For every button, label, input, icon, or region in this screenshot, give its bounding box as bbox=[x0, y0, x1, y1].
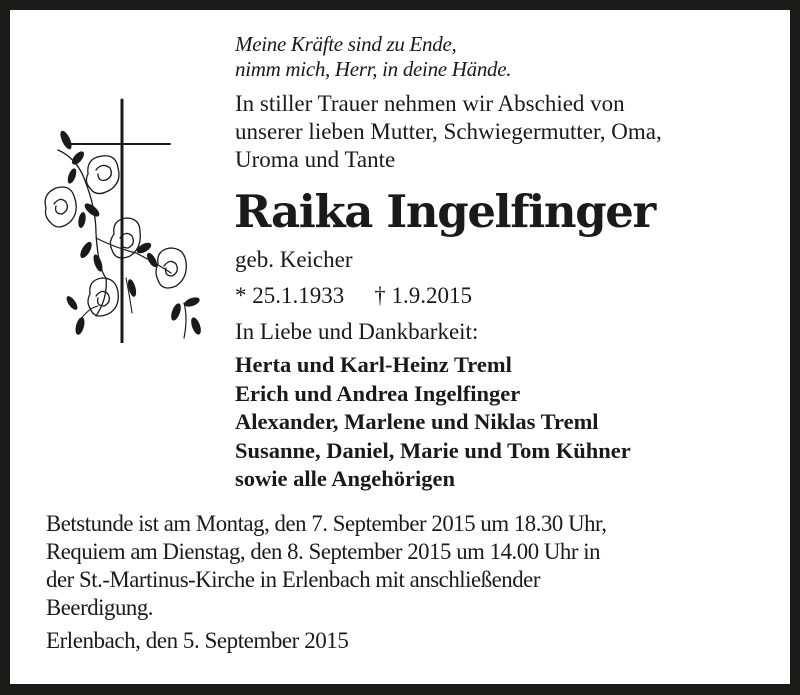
verse-line: Meine Kräfte sind zu Ende, bbox=[235, 32, 457, 56]
place-and-date: Erlenbach, den 5. September 2015 bbox=[46, 628, 349, 653]
intro-line: In stiller Trauer nehmen wir Abschied von bbox=[235, 91, 625, 116]
mourner: Alexander, Marlene und Niklas Treml bbox=[235, 409, 599, 434]
mourner: sowie alle Angehörigen bbox=[235, 466, 455, 491]
birth-date: * 25.1.1933 bbox=[235, 283, 345, 308]
mourners-list bbox=[235, 351, 631, 494]
obituary-notice bbox=[10, 10, 790, 684]
death-date: † 1.9.2015 bbox=[374, 283, 472, 308]
cross-with-roses-icon bbox=[36, 98, 216, 343]
service-details bbox=[46, 510, 607, 622]
service-line: der St.-Martinus-Kirche in Erlenbach mit anschließender bbox=[46, 567, 540, 592]
mourner: Erich und Andrea Ingelfinger bbox=[235, 380, 521, 406]
deceased-name: Raika Ingelfinger bbox=[234, 185, 655, 238]
thanks-line: In Liebe und Dankbarkeit: bbox=[235, 319, 479, 344]
service-line: Beerdigung. bbox=[46, 595, 154, 620]
intro-line: Uroma und Tante bbox=[235, 147, 396, 172]
mourner: Susanne, Daniel, Marie und Tom Kühner bbox=[235, 437, 631, 463]
verse bbox=[235, 32, 511, 82]
mourner: Herta und Karl-Heinz Treml bbox=[235, 352, 512, 377]
maiden-name: geb. Keicher bbox=[235, 247, 353, 272]
service-line: Requiem am Dienstag, den 8. September 2015 um 14.00 Uhr in bbox=[46, 539, 601, 564]
intro-line: unserer lieben Mutter, Schwiegermutter, Oma, bbox=[235, 119, 662, 144]
verse-line: nimm mich, Herr, in deine Hände. bbox=[235, 57, 512, 81]
service-line: Betstunde ist am Montag, den 7. September 2015 um 18.30 Uhr, bbox=[46, 511, 607, 536]
life-dates bbox=[235, 282, 472, 310]
intro-text bbox=[235, 90, 662, 174]
